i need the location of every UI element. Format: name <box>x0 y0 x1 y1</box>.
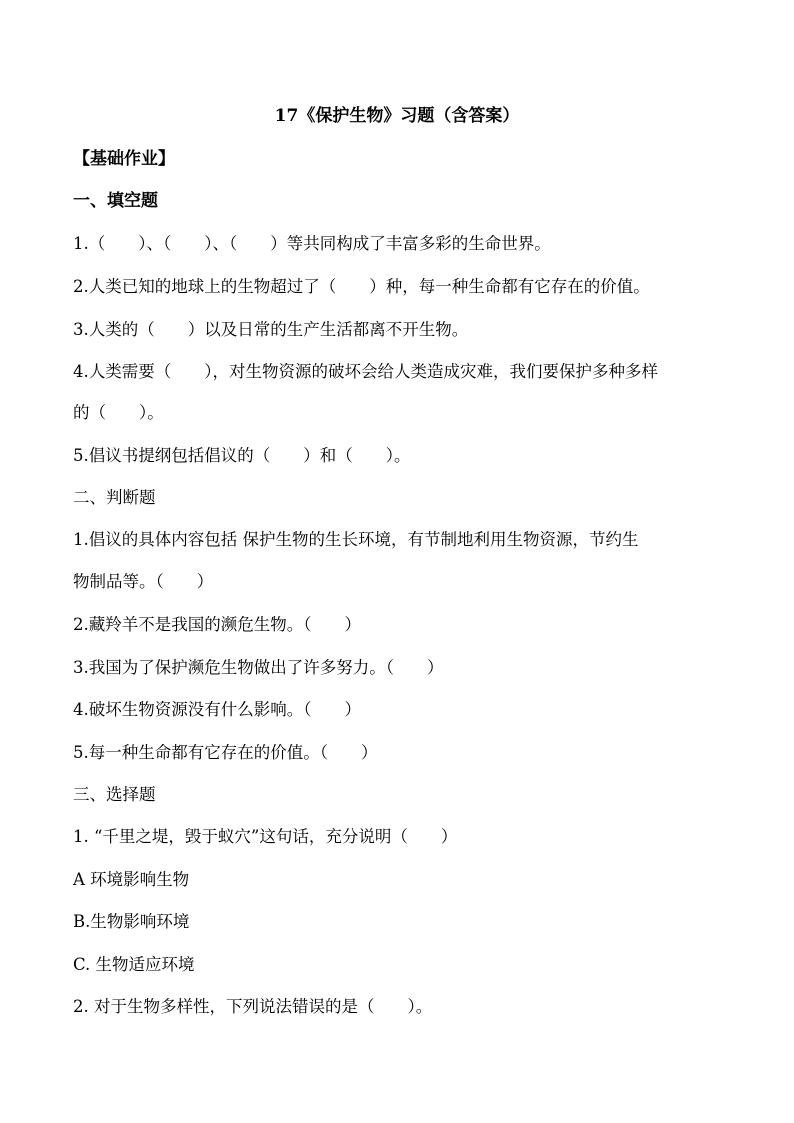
fill-blank-item-5: 5.倡议书提纲包括倡议的（ ）和（ ）。 <box>73 446 411 465</box>
choice-option-b: B.生物影响环境 <box>73 912 190 931</box>
judge-item-1-cont: 物制品等。（ ） <box>73 572 214 591</box>
section-heading: 【基础作业】 <box>73 149 175 169</box>
part3-heading: 三、选择题 <box>73 785 156 804</box>
fill-blank-item-2: 2.人类已知的地球上的生物超过了（ ）种，每一种生命都有它存在的价值。 <box>73 277 650 296</box>
page-title: 17《保护生物》习题（含答案） <box>274 106 520 126</box>
choice-question-2: 2. 对于生物多样性，下列说法错误的是（ ）。 <box>73 997 433 1016</box>
judge-item-3: 3.我国为了保护濒危生物做出了许多努力。（ ） <box>73 658 444 677</box>
fill-blank-item-4: 4.人类需要（ ），对生物资源的破坏会给人类造成灾难，我们要保护多种多样 <box>73 362 658 381</box>
judge-item-4: 4.破坏生物资源没有什么影响。（ ） <box>73 700 361 719</box>
choice-option-a: A 环境影响生物 <box>73 870 190 889</box>
fill-blank-item-1: 1.（ ）、（ ）、（ ）等共同构成了丰富多彩的生命世界。 <box>73 234 551 253</box>
fill-blank-item-3: 3.人类的（ ）以及日常的生产生活都离不开生物。 <box>73 320 469 339</box>
part1-heading: 一、填空题 <box>73 191 158 211</box>
choice-question-1: 1. “千里之堤，毁于蚁穴”这句话，充分说明（ ） <box>73 827 458 846</box>
judge-item-1: 1.倡议的具体内容包括 保护生物的生长环境，有节制地利用生物资源，节约生 <box>73 530 639 549</box>
choice-option-c: C. 生物适应环境 <box>73 955 195 974</box>
fill-blank-item-4-cont: 的（ ）。 <box>73 403 164 422</box>
judge-item-5: 5.每一种生命都有它存在的价值。（ ） <box>73 743 378 762</box>
judge-item-2: 2.藏羚羊不是我国的濒危生物。（ ） <box>73 615 361 634</box>
part2-heading: 二、判断题 <box>73 488 156 507</box>
